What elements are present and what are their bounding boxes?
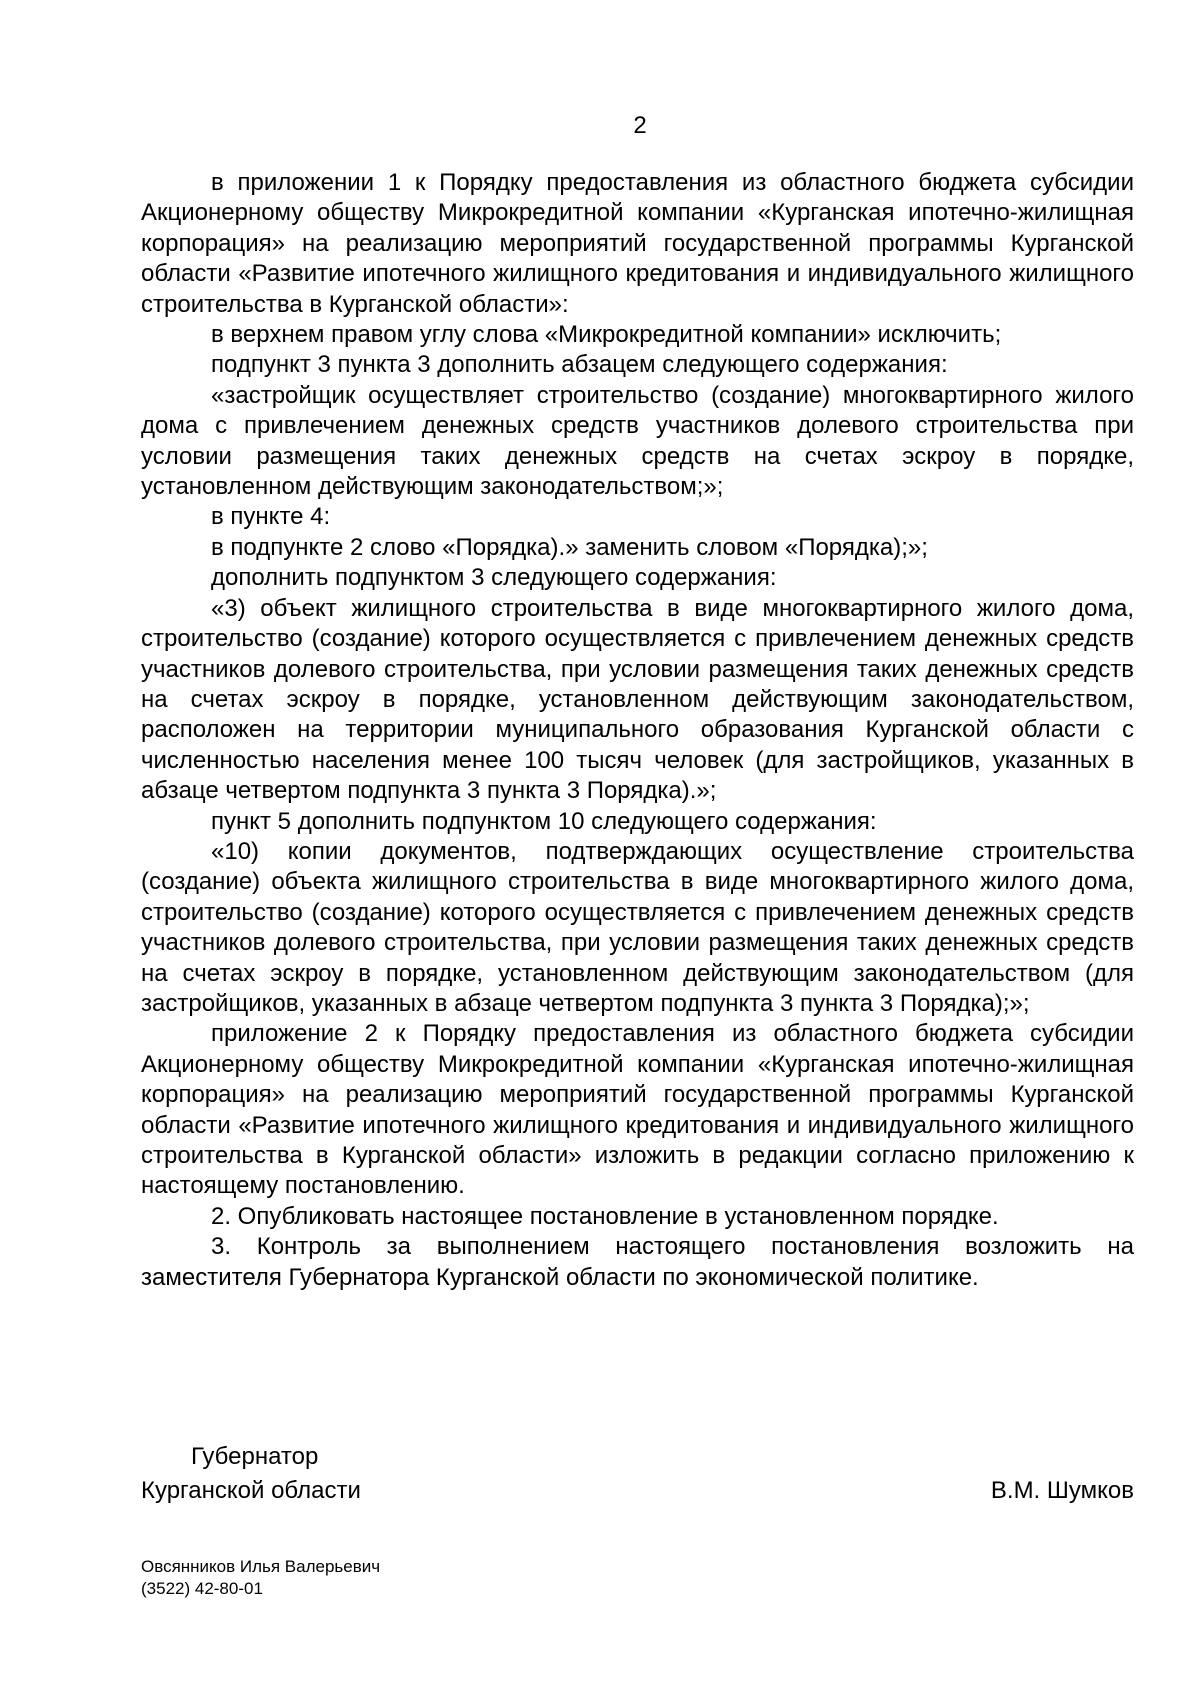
paragraph: в верхнем правом углу слова «Микрокредитной компании» исключить;: [211, 321, 1002, 349]
paragraph: «3) объект жилищного строительства в виде многоквартирного жилого дома, строительство (создание) которого осуществляется с привлечением денежных средств участников долевого строительства, при условии размещения таких денежных средств на счетах эскроу в порядке, установленном действующим законодательством, расположен на территории муниципального образования Курганской области с численностью населения менее 100 тысяч человек (для застройщиков, указанных в абзаце четвертом подпункта 3 пункта 3 Порядка).»;: [141, 594, 1134, 805]
paragraph: в подпункте 2 слово «Порядка).» заменить словом «Порядка);»;: [211, 533, 928, 561]
executor-phone: (3522) 42-80-01: [141, 1579, 263, 1598]
paragraph: «10) копии документов, подтверждающих осуществление строительства (создание) объекта жилищного строительства в виде многоквартирного жилого дома, строительство (создание) которого осуществляется с привлечением денежных средств участников долевого строительства, при условии размещения таких денежных средств на счетах эскроу в порядке, установленном действующим законодательством (для застройщиков, указанных в абзаце четвертом подпункта 3 пункта 3 Порядка);»;: [141, 837, 1134, 1017]
signatory-title-line1: Губернатор: [191, 1443, 319, 1470]
paragraph: в приложении 1 к Порядку предоставления из областного бюджета субсидии Акционерному обществу Микрокредитной компании «Курганская ипотечно-жилищная корпорация» на реализацию мероприятий государственной программы Курганской области «Развитие ипотечного жилищного кредитования и индивидуального жилищного строительства в Курганской области»:: [141, 169, 1134, 318]
paragraph: пункт 5 дополнить подпунктом 10 следующего содержания:: [211, 807, 877, 835]
executor-name: Овсянников Илья Валерьевич: [141, 1557, 381, 1576]
paragraph: подпункт 3 пункта 3 дополнить абзацем следующего содержания:: [211, 351, 948, 379]
paragraph: 3. Контроль за выполнением настоящего постановления возложить на заместителя Губернатора Курганской области по экономической политике.: [141, 1233, 1134, 1291]
signatory-name: В.М. Шумков: [990, 1477, 1134, 1504]
paragraph: «застройщик осуществляет строительство (создание) многоквартирного жилого дома с привлечением денежных средств участников долевого строительства при условии размещения таких денежных средств на счетах эскроу в порядке, установленном действующим законодательством;»;: [141, 381, 1134, 501]
page-number: 2: [633, 112, 647, 139]
paragraph: дополнить подпунктом 3 следующего содержания:: [211, 564, 777, 592]
paragraph: приложение 2 к Порядку предоставления из областного бюджета субсидии Акционерному обществу Микрокредитной компании «Курганская ипотечно-жилищная корпорация» на реализацию мероприятий государственной программы Курганской области «Развитие ипотечного жилищного кредитования и индивидуального жилищного строительства в Курганской области» изложить в редакции согласно приложению к настоящему постановлению.: [141, 1020, 1134, 1200]
executor-footer: [141, 1556, 380, 1600]
paragraph: 2. Опубликовать настоящее постановление в установленном порядке.: [211, 1202, 999, 1230]
document-body: [141, 168, 1134, 1293]
paragraph: в пункте 4:: [211, 503, 331, 531]
signature-block: [141, 1440, 1134, 1520]
signatory-title-line2: Курганской области: [141, 1477, 361, 1504]
